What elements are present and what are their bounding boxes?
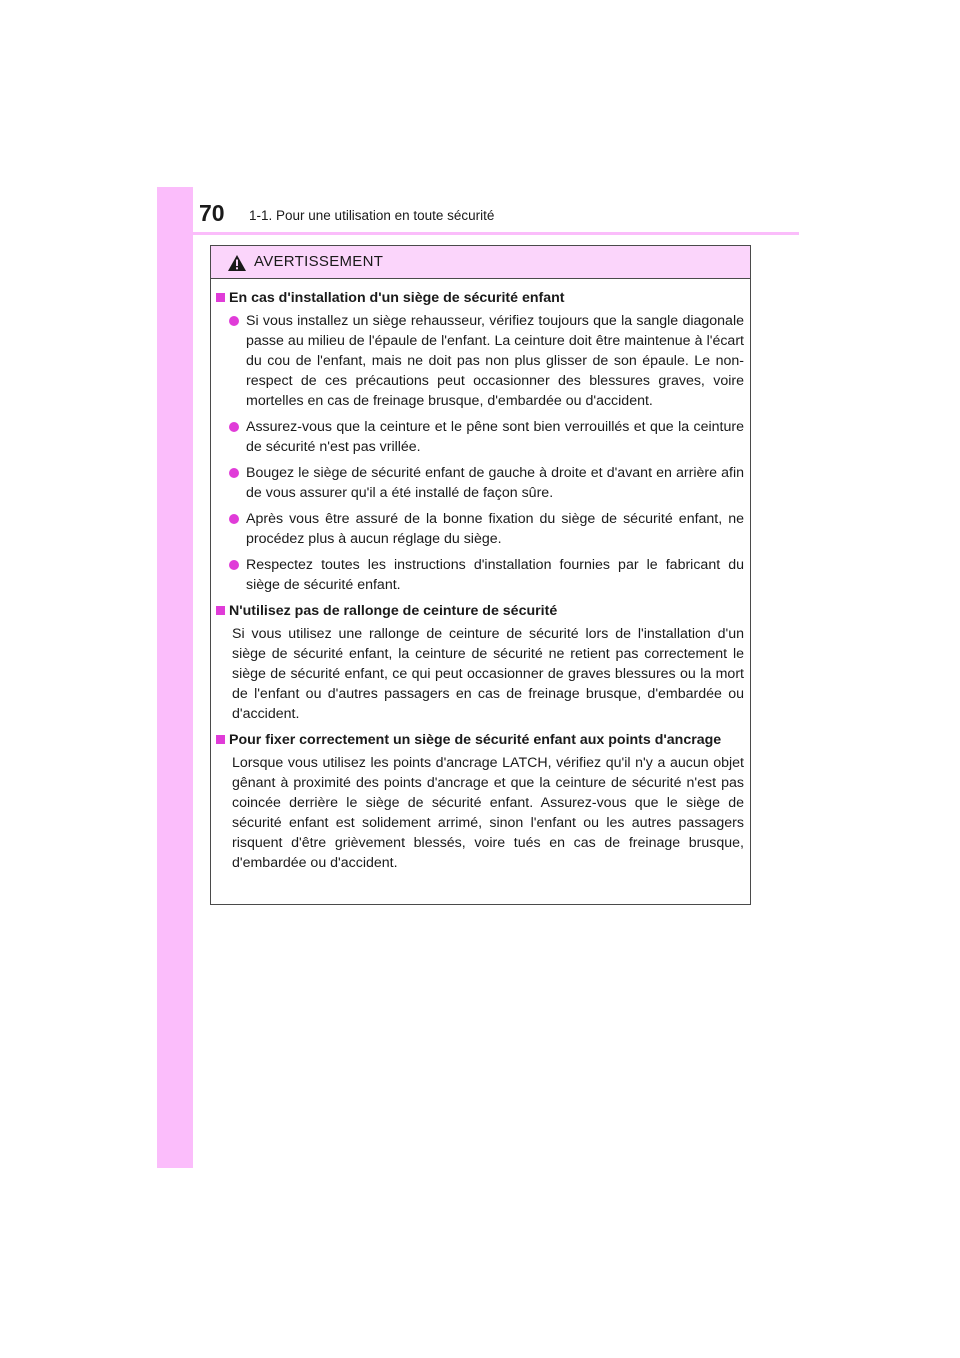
list-item-text: Assurez-vous que la ceinture et le pêne sont bien verrouillés et que la ceinture de sécurité n'est pas vrillée. [246,419,744,455]
warning-header [211,246,750,279]
round-bullet-icon [229,514,239,524]
round-bullet-icon [229,316,239,326]
square-bullet-icon [216,606,225,615]
list-item-text: Bougez le siège de sécurité enfant de gauche à droite et d'avant en arrière afin de vous assurer qu'il a été installé de façon sûre. [246,465,744,501]
warning-title: AVERTISSEMENT [254,253,384,270]
list-item [215,555,744,595]
round-bullet-icon [229,422,239,432]
list-item [215,463,744,503]
section-title: 1-1. Pour une utilisation en toute sécurité [249,208,495,223]
section-heading-text: N'utilisez pas de rallonge de ceinture de sécurité [229,603,558,619]
section-heading [215,730,744,750]
list-item-text: Respectez toutes les instructions d'installation fournies par le fabricant du siège de sécurité enfant. [246,557,744,593]
section-heading [215,601,744,621]
list-item-text: Si vous installez un siège rehausseur, vérifiez toujours que la sangle diagonale passe au milieu de l'épaule de l'enfant. La ceinture doit être maintenue à l'écart du cou de l'enfant, mais ne doit pas non plus glisser de son épaule. Le non-respect de ces précautions peut occasionner des blessures graves, voire mortelles en cas de freinage brusque, d'embardée ou d'accident. [246,313,744,409]
list-item [215,311,744,411]
round-bullet-icon [229,560,239,570]
section-paragraph: Si vous utilisez une rallonge de ceinture de sécurité lors de l'installation d'un siège de sécurité enfant, la ceinture de sécurité ne retient pas correctement le siège de sécurité enfant, ce qui peut occasionner de graves blessures ou la mort de l'enfant ou d'autres passagers en cas de freinage brusque, d'embardée ou d'accident. [232,626,744,722]
section-heading [215,288,744,308]
page-number: 70 [199,200,225,226]
section-heading-text: En cas d'installation d'un siège de sécurité enfant [229,290,565,306]
square-bullet-icon [216,293,225,302]
header-rule [157,232,799,235]
warning-triangle-icon [228,255,246,271]
list-item [215,509,744,549]
square-bullet-icon [216,735,225,744]
section-heading-text: Pour fixer correctement un siège de sécurité enfant aux points d'ancrage [229,732,722,748]
side-color-band [157,187,193,1168]
list-item [215,417,744,457]
section-paragraph: Lorsque vous utilisez les points d'ancrage LATCH, vérifiez qu'il n'y a aucun objet gênant à proximité des points d'ancrage et que la ceinture de sécurité n'est pas coincée derrière le siège de sécurité enfant. Assurez-vous que le siège de sécurité enfant est solidement arrimé, sinon l'enfant ou les autres passagers risquent d'être grièvement blessés, voire tués en cas de freinage brusque, d'embardée ou d'accident. [232,755,744,871]
round-bullet-icon [229,468,239,478]
warning-body [211,279,750,873]
warning-box [210,245,751,905]
list-item-text: Après vous être assuré de la bonne fixation du siège de sécurité enfant, ne procédez plus à aucun réglage du siège. [246,511,744,547]
